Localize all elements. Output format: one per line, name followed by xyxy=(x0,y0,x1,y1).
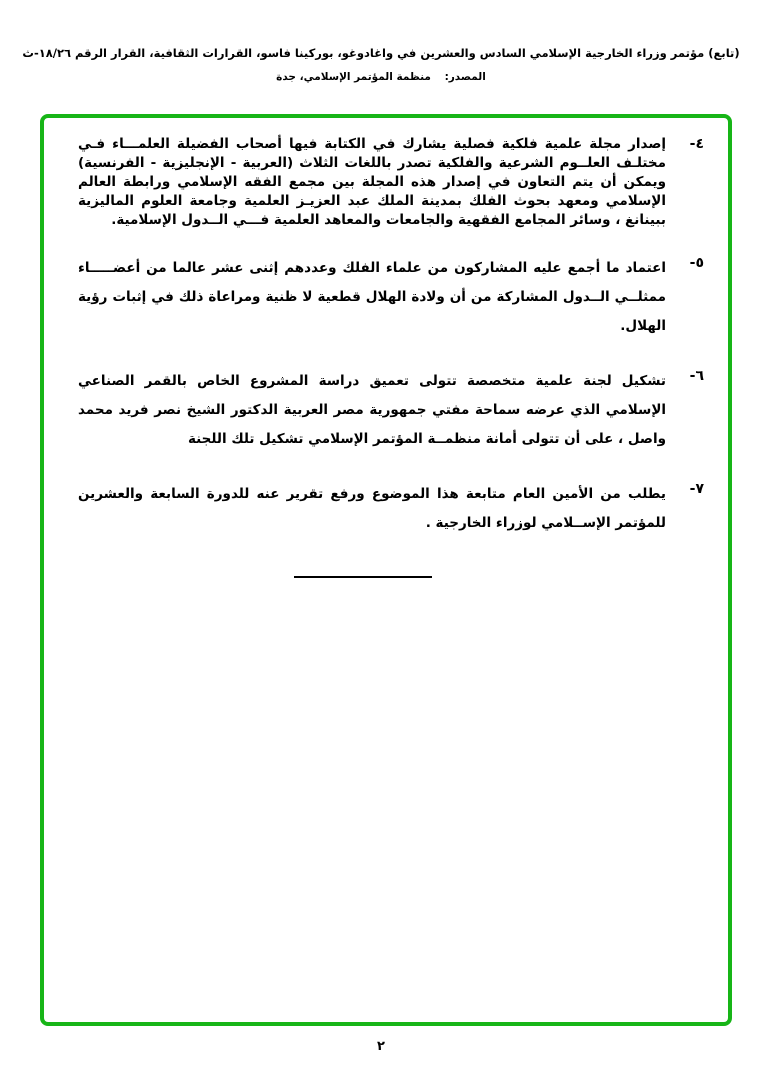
resolution-item xyxy=(74,135,704,230)
page-number: ٢ xyxy=(377,1039,385,1054)
item-text: يطلب من الأمين العام متابعة هذا الموضوع ورفع تقرير عنه للدورة السابعة والعشرين للمؤتمر الإســلامي لوزراء الخارجية . xyxy=(78,486,666,531)
resolution-item xyxy=(74,480,704,538)
header-title: (تابع) مؤتمر وزراء الخارجية الإسلامي السادس والعشرين في واغادوغو، بوركينا فاسو، القرارات الثقافية، القرار الرقم ١٨/٢٦-ث xyxy=(22,46,740,60)
item-number: ٤- xyxy=(689,136,704,152)
end-divider-line xyxy=(294,576,432,578)
header-source-value: منظمة المؤتمر الإسلامي، جدة xyxy=(276,71,431,83)
item-text: تشكيل لجنة علمية متخصصة تتولى تعميق دراسة المشروع الخاص بالقمر الصناعي الإسلامي الذي عرضه سماحة مفتي جمهورية مصر العربية الدكتور الشيخ نصر فريد محمد واصل ، على أن تتولى أمانة منظمــة المؤتمر الإسلامي تشكيل تلك اللجنة xyxy=(78,373,666,447)
item-number: ٦- xyxy=(689,368,704,384)
resolution-item xyxy=(74,367,704,454)
item-text: اعتماد ما أجمع عليه المشاركون من علماء الفلك وعددهم إثنى عشر عالما من أعضـــــاء ممثلــي الــدول المشاركة من أن ولادة الهلال قطعية لا ظنية ومراعاة ذلك في إثبات رؤية الهلال. xyxy=(78,260,666,334)
header-source-label: المصدر: xyxy=(444,71,486,83)
item-text: إصدار مجلة علمية فلكية فصلية يشارك في الكتابة فيها أصحاب الفضيلة العلمـــاء فـي مختلـف العلــوم الشرعية والفلكية تصدر باللغات الثلاث (العربية - الإنجليزية - الفرنسية) ويمكن أن يتم التعاون في إصدار هذه المجلة بين مجمع الفقه الإسلامي ورابطة العالم الإسلامي ومعهد بحوث الفلك بمدينة الملك عبد العزيـز العلمية وجامعة العلوم الماليزية ببينانغ ، وسائر المجامع الفقهية والجامعات والمعاهد العلمية فـــي الــدول الإسلامية. xyxy=(78,136,666,228)
content-border-box xyxy=(40,114,732,1026)
item-number: ٥- xyxy=(689,255,704,271)
header-source-line xyxy=(0,71,762,83)
item-number: ٧- xyxy=(689,481,704,497)
resolution-item xyxy=(74,254,704,341)
document-header xyxy=(0,46,762,83)
